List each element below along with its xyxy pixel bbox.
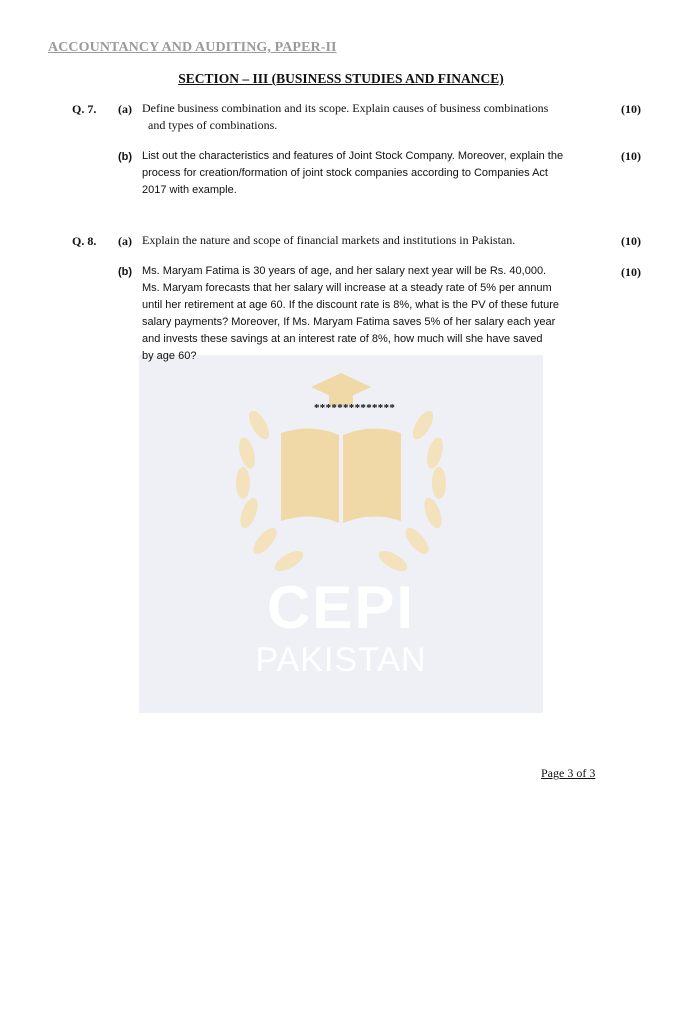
question-line: and types of combinations.: [148, 117, 278, 132]
watermark-country: PAKISTAN: [255, 641, 427, 679]
question-line: 2017 with example.: [142, 184, 237, 196]
question-line: salary payments? Moreover, If Ms. Maryam Fatima saves 5% of her salary each year: [142, 316, 556, 328]
part-label: (a): [118, 234, 132, 248]
question-line: Explain the nature and scope of financial markets and institutions in Pakistan.: [142, 233, 516, 247]
end-marker: **************: [314, 402, 396, 414]
part-label: (a): [118, 102, 132, 116]
question-line: Define business combination and its scope. Explain causes of business combinations: [142, 101, 549, 115]
question-line: and invests these savings at an interest rate of 8%, how much will she have saved: [142, 333, 543, 345]
question-text: [142, 100, 602, 133]
question-line: by age 60?: [142, 350, 197, 362]
question-line: Ms. Maryam Fatima is 30 years of age, and her salary next year will be Rs. 40,000.: [142, 265, 547, 277]
question-number: Q. 7.: [72, 102, 97, 116]
question-line: process for creation/formation of joint stock companies according to Companies Act: [142, 167, 548, 179]
question-line: Ms. Maryam forecasts that her salary will increase at a steady rate of 5% per annum: [142, 282, 552, 294]
question-text: [142, 232, 602, 249]
laurel-book-logo-icon: [139, 355, 543, 585]
question-text: [142, 263, 606, 365]
page-number: Page 3 of 3: [541, 766, 596, 780]
section-title: SECTION – III (BUSINESS STUDIES AND FINANCE): [178, 71, 504, 86]
question-line: until her retirement at age 60. If the discount rate is 8%, what is the PV of these future: [142, 299, 560, 311]
marks: (10): [621, 149, 641, 163]
watermark-brand: CEPI: [266, 574, 416, 641]
marks: (10): [621, 102, 641, 116]
marks: (10): [621, 265, 641, 279]
question-number: Q. 8.: [72, 234, 97, 248]
question-text: [142, 148, 606, 199]
marks: (10): [621, 234, 641, 248]
part-label: (b): [118, 151, 133, 163]
paper-header: ACCOUNTANCY AND AUDITING, PAPER-II: [48, 40, 337, 55]
question-line: List out the characteristics and features of Joint Stock Company. Moreover, explain the: [142, 150, 564, 162]
part-label: (b): [118, 266, 133, 278]
